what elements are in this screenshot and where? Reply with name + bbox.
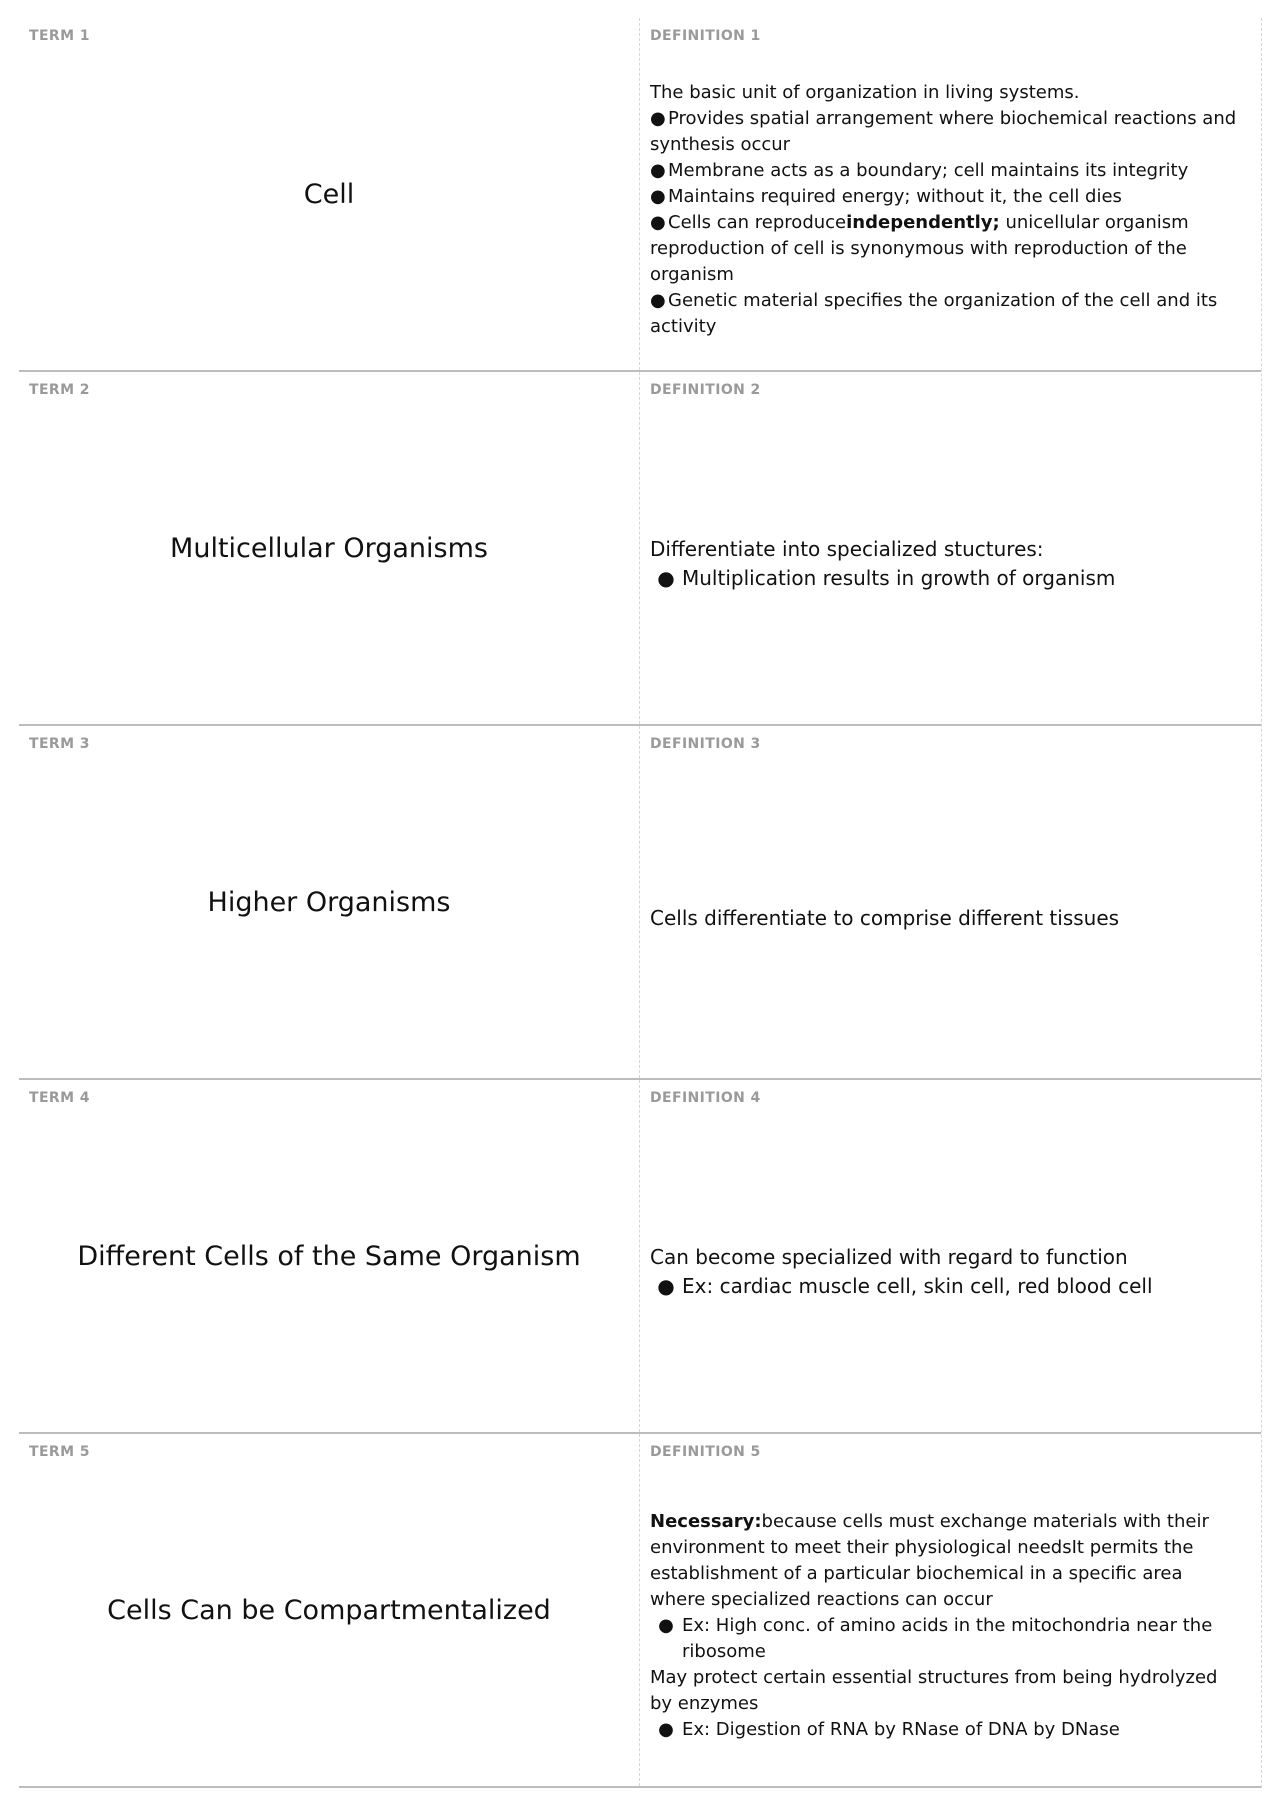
definition-cell: [640, 372, 1261, 724]
flashcard-row: [19, 1080, 1261, 1434]
definition-cell: [640, 1080, 1261, 1432]
definition-label: DEFINITION 4: [650, 1090, 761, 1106]
term-cell: [19, 1080, 640, 1432]
bullet-icon: ●: [657, 1274, 675, 1298]
list-item: ● Maintains required energy; without it, the cell dies: [650, 184, 1243, 210]
list-item: ● Ex: cardiac muscle cell, skin cell, red blood cell: [650, 1272, 1243, 1301]
list-item: ● Ex: Digestion of RNA by RNase of DNA by DNase: [650, 1717, 1243, 1743]
bullet-icon: ●: [657, 566, 675, 590]
definition-intro: Necessary:because cells must exchange materials with their environment to meet their physiological needsIt permits the establishment of a particular biochemical in a specific area where specialized reactions can occur: [650, 1511, 1209, 1610]
term-label: TERM 4: [29, 1090, 90, 1106]
bullet-icon: ●: [658, 1719, 674, 1740]
list-item: ● Membrane acts as a boundary; cell maintains its integrity: [650, 158, 1243, 184]
term-text: Higher Organisms: [207, 886, 451, 918]
list-item: ● Genetic material specifies the organization of the cell and its activity: [650, 290, 1218, 337]
term-cell: [19, 372, 640, 724]
bullet-icon: ●: [650, 108, 666, 129]
flashcard-row: [19, 726, 1261, 1080]
flashcard-sheet: [19, 18, 1262, 1788]
definition-label: DEFINITION 3: [650, 736, 761, 752]
definition-body: [650, 1122, 1243, 1422]
list-item: ● Ex: High conc. of amino acids in the mitochondria near the ribosome: [650, 1613, 1243, 1665]
term-text: Cell: [303, 178, 355, 210]
term-label: TERM 5: [29, 1444, 90, 1460]
definition-cell: [640, 18, 1261, 370]
definition-body: [650, 60, 1243, 360]
list-item: ● Provides spatial arrangement where biochemical reactions and synthesis occur: [650, 108, 1237, 155]
flashcard-row: [19, 1434, 1261, 1788]
bullet-icon: ●: [650, 290, 666, 311]
term-text: Multicellular Organisms: [170, 532, 488, 564]
definition-body: [650, 768, 1243, 1068]
term-label: TERM 2: [29, 382, 90, 398]
bullet-icon: ●: [650, 186, 666, 207]
definition-text: May protect certain essential structures from being hydrolyzed by enzymes: [650, 1667, 1218, 1714]
term-label: TERM 1: [29, 28, 90, 44]
definition-label: DEFINITION 2: [650, 382, 761, 398]
bullet-icon: ●: [650, 160, 666, 181]
flashcard-row: [19, 372, 1261, 726]
definition-cell: [640, 726, 1261, 1078]
definition-label: DEFINITION 1: [650, 28, 761, 44]
definition-label: DEFINITION 5: [650, 1444, 761, 1460]
bullet-icon: ●: [650, 212, 666, 233]
term-cell: [19, 1434, 640, 1786]
list-item: ● Multiplication results in growth of organism: [650, 564, 1243, 593]
definition-intro: Cells differentiate to comprise different tissues: [650, 905, 1120, 930]
term-label: TERM 3: [29, 736, 90, 752]
bullet-icon: ●: [658, 1615, 674, 1636]
definition-intro: The basic unit of organization in living systems.: [650, 82, 1080, 103]
term-cell: [19, 18, 640, 370]
term-cell: [19, 726, 640, 1078]
term-text: Different Cells of the Same Organism: [77, 1240, 581, 1272]
definition-intro: Differentiate into specialized stuctures:: [650, 537, 1044, 561]
term-text: Cells Can be Compartmentalized: [107, 1594, 551, 1626]
definition-body: [650, 1476, 1243, 1776]
list-item: ● Cells can reproduceindependently; unicellular organism reproduction of cell is synonymous with reproduction of the organism: [650, 212, 1189, 285]
definition-body: [650, 414, 1243, 714]
flashcard-row: [19, 18, 1261, 372]
definition-intro: Can become specialized with regard to function: [650, 1245, 1128, 1269]
definition-cell: [640, 1434, 1261, 1786]
